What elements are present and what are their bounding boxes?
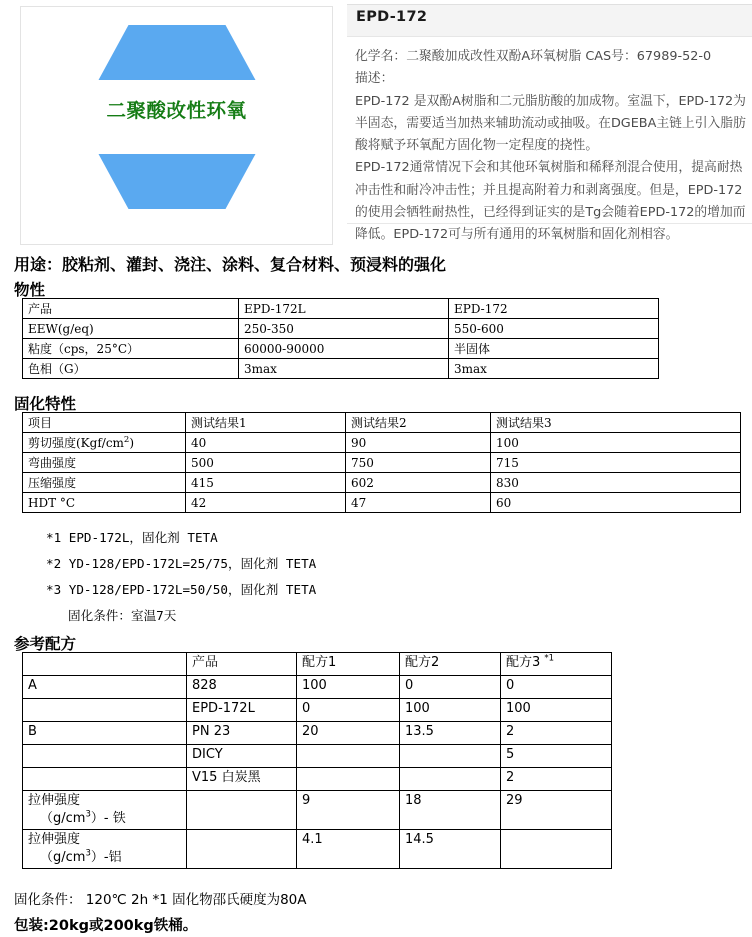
description-label: 描述：	[355, 71, 394, 87]
formula-value: 14.5	[400, 830, 501, 869]
formula-value: 100	[297, 676, 400, 699]
properties-value: 250-350	[239, 319, 449, 339]
tensile-iron-unit-superscript: 3	[85, 809, 91, 820]
table-row	[23, 830, 612, 869]
formula-value: 20	[297, 722, 400, 745]
curing-header-cell: 测试结果1	[186, 413, 346, 433]
trapezoid-bottom-icon	[98, 154, 255, 209]
properties-label: EEW(g/eq)	[23, 319, 239, 339]
formula-product: 828	[187, 676, 297, 699]
formula-value	[400, 768, 501, 791]
curing-value: 750	[346, 453, 491, 473]
table-row	[23, 722, 612, 745]
tensile-iron-label	[23, 791, 187, 830]
tensile-aluminum-unit-post: ）-铝	[90, 850, 122, 865]
chemical-name-line: 化学名：二聚酸加成改性双酚A环氧树脂 CAS号：67989-52-0	[355, 49, 712, 64]
formula-value: 100	[501, 699, 612, 722]
tensile-aluminum-unit-pre: （g/cm	[40, 850, 86, 865]
formula-header-f3	[501, 653, 612, 676]
formula-product: DICY	[187, 745, 297, 768]
description-paragraph-2: EPD-172通常情况下会和其他环氧树脂和稀释剂混合使用，提高耐热冲击性和耐冷冲击性；并且提高附着力和剥离强度。但是，EPD-172的使用会牺牲耐热性，已经得到证实的是Tg会随着EPD-172的增加而降低。EPD-172可与所有通用的环氧树脂和固化剂相容。	[355, 160, 746, 243]
curing-value: 602	[346, 473, 491, 493]
curing-label: 压缩强度	[23, 473, 186, 493]
curing-value: 47	[346, 493, 491, 513]
curing-value: 500	[186, 453, 346, 473]
footnote-3: *3 YD-128/EPD-172L=50/50，固化剂 TETA	[46, 582, 317, 597]
table-row	[23, 473, 741, 493]
properties-value: EPD-172	[449, 299, 659, 319]
table-row	[23, 676, 612, 699]
formula-value: 13.5	[400, 722, 501, 745]
table-row	[23, 319, 659, 339]
formula-value: 2	[501, 722, 612, 745]
tensile-iron-label-line2	[28, 810, 181, 828]
properties-label: 粘度（cps，25°C）	[23, 339, 239, 359]
formula-group	[23, 699, 187, 722]
tensile-iron-unit-post: ）- 铁	[90, 811, 126, 826]
footnote-cure-condition: 固化条件：室温7天	[68, 608, 177, 623]
product-logo-box	[20, 6, 333, 245]
curing-value: 830	[491, 473, 741, 493]
curing-label: HDT °C	[23, 493, 186, 513]
formula-product	[187, 791, 297, 830]
curing-label-text: 剪切强度(Kgf/cm	[28, 435, 124, 450]
product-info-panel	[347, 0, 752, 243]
tensile-aluminum-label-line1: 拉伸强度	[28, 832, 81, 847]
formula-product: EPD-172L	[187, 699, 297, 722]
description-paragraph-1: EPD-172 是双酚A树脂和二元脂肪酸的加成物。室温下，EPD-172为半固态，需要适当加热来辅助流动或抽吸。在DGEBA主链上引入脂肪酸将赋予环氧配方固化物一定程度的挠性。	[355, 93, 746, 154]
curing-value: 40	[186, 433, 346, 453]
curing-value: 60	[491, 493, 741, 513]
curing-table	[22, 412, 741, 513]
curing-header-cell: 测试结果2	[346, 413, 491, 433]
properties-value: 半固体	[449, 339, 659, 359]
curing-header-cell: 测试结果3	[491, 413, 741, 433]
table-header-row	[23, 653, 612, 676]
formula-value: 4.1	[297, 830, 400, 869]
formula-header-f2: 配方2	[400, 653, 501, 676]
reference-formula-table	[22, 652, 612, 869]
tensile-iron-unit-pre: （g/cm	[40, 811, 86, 826]
table-row	[23, 339, 659, 359]
formula-product	[187, 830, 297, 869]
properties-label: 产品	[23, 299, 239, 319]
curing-value: 415	[186, 473, 346, 493]
properties-table	[22, 298, 659, 379]
product-header-section	[0, 0, 752, 248]
formula-header-f3-superscript: *1	[544, 653, 555, 664]
usage-line: 用途：胶粘剂、灌封、浇注、涂料、复合材料、预浸料的强化	[14, 255, 447, 274]
product-description	[355, 46, 752, 247]
formula-value	[501, 830, 612, 869]
curing-header-cell: 项目	[23, 413, 186, 433]
formula-value	[297, 745, 400, 768]
curing-value: 715	[491, 453, 741, 473]
curing-value: 90	[346, 433, 491, 453]
table-header-row	[23, 413, 741, 433]
table-row	[23, 791, 612, 830]
formula-header-f3-text: 配方3	[506, 655, 541, 670]
tensile-iron-label-line1: 拉伸强度	[28, 793, 81, 808]
curing-value: 100	[491, 433, 741, 453]
properties-value: 550-600	[449, 319, 659, 339]
table-row	[23, 493, 741, 513]
formula-value	[297, 768, 400, 791]
curing-label: 弯曲强度	[23, 453, 186, 473]
formula-value: 100	[400, 699, 501, 722]
table-row	[23, 359, 659, 379]
formula-value: 0	[297, 699, 400, 722]
panel-divider	[347, 223, 752, 224]
table-row	[23, 699, 612, 722]
formula-product: PN 23	[187, 722, 297, 745]
curing-value: 42	[186, 493, 346, 513]
table-row	[23, 299, 659, 319]
curing-label	[23, 433, 186, 453]
formula-header-product: 产品	[187, 653, 297, 676]
curing-label-superscript: 2	[123, 434, 130, 445]
formula-heading: 参考配方	[14, 635, 77, 653]
footnote-1: *1 EPD-172L，固化剂 TETA	[46, 530, 218, 545]
formula-value: 0	[501, 676, 612, 699]
properties-value: 3max	[239, 359, 449, 379]
formula-corner-cell	[23, 653, 187, 676]
curing-footnotes	[46, 525, 316, 629]
curing-heading: 固化特性	[14, 395, 77, 413]
logo-brand-text: 二聚酸改性环氧	[106, 99, 247, 122]
formula-value: 18	[400, 791, 501, 830]
tensile-aluminum-label-line2	[28, 849, 181, 867]
table-row	[23, 433, 741, 453]
properties-heading: 物性	[14, 281, 46, 299]
properties-value: 3max	[449, 359, 659, 379]
formula-group: A	[23, 676, 187, 699]
formula-group: B	[23, 722, 187, 745]
formula-value	[400, 745, 501, 768]
tensile-aluminum-unit-superscript: 3	[85, 848, 91, 859]
trapezoid-top-icon	[98, 25, 255, 80]
tensile-aluminum-label	[23, 830, 187, 869]
footer-cure-condition: 固化条件： 120℃ 2h *1 固化物邵氏硬度为80A	[14, 892, 307, 908]
properties-value: EPD-172L	[239, 299, 449, 319]
formula-value: 5	[501, 745, 612, 768]
formula-group	[23, 768, 187, 791]
formula-group	[23, 745, 187, 768]
curing-label-tail: )	[129, 435, 135, 450]
formula-value: 29	[501, 791, 612, 830]
table-row	[23, 768, 612, 791]
table-row	[23, 453, 741, 473]
formula-value: 0	[400, 676, 501, 699]
properties-label: 色相（G）	[23, 359, 239, 379]
table-row	[23, 745, 612, 768]
formula-value: 2	[501, 768, 612, 791]
formula-product: V15 白炭黑	[187, 768, 297, 791]
formula-value: 9	[297, 791, 400, 830]
page-title: EPD-172	[356, 9, 428, 25]
properties-value: 60000-90000	[239, 339, 449, 359]
formula-header-f1: 配方1	[297, 653, 400, 676]
footnote-2: *2 YD-128/EPD-172L=25/75，固化剂 TETA	[46, 556, 317, 571]
footer-packaging: 包装:20kg或200kg铁桶。	[14, 918, 198, 934]
